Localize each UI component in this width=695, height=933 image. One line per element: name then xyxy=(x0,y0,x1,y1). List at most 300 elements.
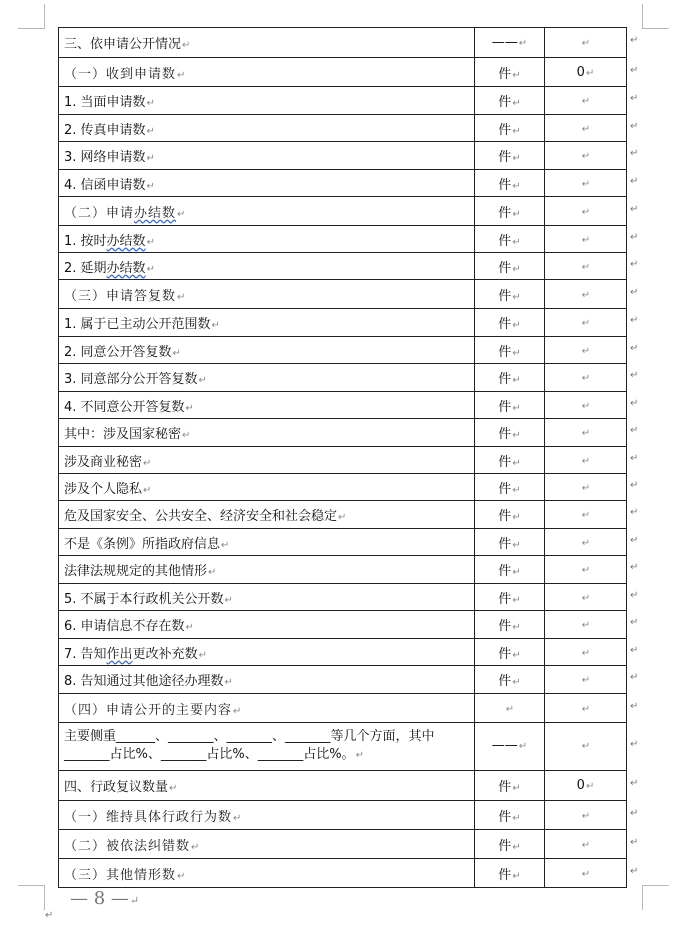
paragraph-mark: ↵ xyxy=(512,484,521,496)
count-cell xyxy=(545,666,627,694)
count-value: 0 xyxy=(576,64,585,80)
unit-value: 件 xyxy=(498,564,512,579)
paragraph-mark: ↵ xyxy=(630,562,639,573)
paragraph-mark: ↵ xyxy=(224,677,233,688)
unit-value: 件 xyxy=(498,95,512,110)
row-label-cell xyxy=(59,253,475,280)
paragraph-mark: ↵ xyxy=(581,234,591,246)
row-label-cell xyxy=(59,170,475,197)
count-value: 0 xyxy=(576,778,585,793)
row-label-cell xyxy=(59,501,475,529)
count-cell xyxy=(545,170,627,197)
paragraph-mark: ↵ xyxy=(581,675,591,686)
unit-value: 件 xyxy=(498,454,512,470)
row-label-cell xyxy=(59,58,475,87)
paragraph-mark: ↵ xyxy=(581,455,591,467)
count-cell xyxy=(545,142,627,170)
row-label-cell xyxy=(59,447,475,474)
row-label: 2. 传真申请数 xyxy=(64,122,146,138)
row-label-cell xyxy=(59,611,475,639)
disclosure-table xyxy=(58,27,627,888)
paragraph-mark: ↵ xyxy=(512,841,521,853)
paragraph-mark: ↵ xyxy=(630,807,639,819)
paragraph-mark: ↵ xyxy=(211,320,220,331)
paragraph-mark: ↵ xyxy=(581,565,591,576)
unit-cell xyxy=(475,529,545,556)
paragraph-mark: ↵ xyxy=(630,778,639,789)
table-row xyxy=(59,474,627,501)
row-label: 危及国家安全、公共安全、经济安全和社会稳定 xyxy=(64,509,338,524)
paragraph-mark: ↵ xyxy=(581,482,591,494)
paragraph-mark: ↵ xyxy=(630,865,639,877)
row-label: 涉及商业秘密 xyxy=(64,454,143,470)
crop-mark-bottom-left xyxy=(18,885,45,910)
row-label-cell xyxy=(59,474,475,501)
paragraph-mark: ↵ xyxy=(630,700,639,712)
paragraph-mark: ↵ xyxy=(512,402,521,414)
paragraph-mark: ↵ xyxy=(505,703,515,715)
unit-cell xyxy=(475,474,545,501)
unit-cell xyxy=(475,666,545,694)
paragraph-mark: ↵ xyxy=(512,567,521,578)
paragraph-mark: ↵ xyxy=(630,397,639,409)
count-cell xyxy=(545,556,627,584)
paragraph-mark: ↵ xyxy=(630,534,639,546)
paragraph-mark: ↵ xyxy=(146,236,155,248)
paragraph-mark: ↵ xyxy=(355,750,364,761)
paragraph-mark: ↵ xyxy=(581,703,591,715)
table-row xyxy=(59,830,627,859)
paragraph-mark: ↵ xyxy=(233,705,243,717)
page-number: — 8 — xyxy=(70,888,129,909)
row-label-cell xyxy=(59,556,475,584)
unit-value: 件 xyxy=(498,674,512,689)
row-label-cell xyxy=(59,364,475,392)
table-row xyxy=(59,253,627,280)
row-label: 涉及个人隐私 xyxy=(64,481,143,497)
unit-value: 件 xyxy=(498,619,512,634)
unit-cell xyxy=(475,801,545,830)
paragraph-mark: ↵ xyxy=(581,537,591,549)
paragraph-mark: ↵ xyxy=(177,291,187,303)
unit-value: 件 xyxy=(498,205,512,221)
paragraph-mark: ↵ xyxy=(581,620,591,631)
unit-value: 件 xyxy=(498,809,512,825)
paragraph-mark: ↵ xyxy=(630,120,639,132)
unit-cell xyxy=(475,556,545,584)
paragraph-mark: ↵ xyxy=(585,781,595,792)
unit-value: 件 xyxy=(498,288,512,304)
row-label: （四）申请公开的主要内容 xyxy=(64,702,233,718)
table-row xyxy=(59,639,627,666)
paragraph-mark: ↵ xyxy=(146,180,155,192)
row-label-cell xyxy=(59,226,475,253)
paragraph-mark: ↵ xyxy=(224,594,233,606)
table-row xyxy=(59,28,627,58)
row-label-cell xyxy=(59,28,475,58)
row-label-cell xyxy=(59,830,475,859)
count-cell xyxy=(545,723,627,771)
count-cell xyxy=(545,87,627,115)
paragraph-mark: ↵ xyxy=(512,430,521,441)
row-label-cell xyxy=(59,115,475,142)
row-label: 5. 不属于本行政机关公开数 xyxy=(64,591,224,607)
unit-cell xyxy=(475,280,545,309)
paragraph-mark: ↵ xyxy=(581,151,591,162)
paragraph-mark: ↵ xyxy=(512,594,521,606)
count-cell xyxy=(545,280,627,309)
count-cell xyxy=(545,801,627,830)
count-cell xyxy=(545,115,627,142)
unit-value: 件 xyxy=(498,591,512,607)
row-label-cell xyxy=(59,639,475,666)
paragraph-mark: ↵ xyxy=(630,203,639,215)
table-row xyxy=(59,447,627,474)
paragraph-mark: ↵ xyxy=(630,231,639,243)
paragraph-mark: ↵ xyxy=(581,123,591,135)
paragraph-mark: ↵ xyxy=(581,289,591,301)
table-row xyxy=(59,142,627,170)
paragraph-mark: ↵ xyxy=(630,64,639,76)
row-label: 6. 申请信息不存在数 xyxy=(64,619,185,634)
paragraph-mark: ↵ xyxy=(512,512,521,523)
count-cell xyxy=(545,529,627,556)
row-label-cell xyxy=(59,529,475,556)
unit-cell xyxy=(475,58,545,87)
row-label: 3. 同意部分公开答复数 xyxy=(64,372,198,387)
paragraph-mark: ↵ xyxy=(512,320,521,331)
row-label: 2. 延期办结数 xyxy=(64,260,146,276)
paragraph-mark: ↵ xyxy=(146,263,155,275)
paragraph-mark: ↵ xyxy=(512,291,521,303)
paragraph-mark: ↵ xyxy=(581,206,591,218)
paragraph-mark: ↵ xyxy=(630,148,639,159)
table-row xyxy=(59,801,627,830)
paragraph-mark: ↵ xyxy=(512,622,521,633)
unit-cell xyxy=(475,253,545,280)
paragraph-mark: ↵ xyxy=(146,153,155,164)
unit-value: 件 xyxy=(498,481,512,497)
count-cell xyxy=(545,447,627,474)
unit-value: 件 xyxy=(498,122,512,138)
paragraph-mark: ↵ xyxy=(630,286,639,298)
unit-value: 件 xyxy=(498,509,512,524)
table-row xyxy=(59,419,627,447)
paragraph-mark: ↵ xyxy=(512,125,521,137)
unit-cell xyxy=(475,584,545,611)
row-label: 其中：涉及国家秘密 xyxy=(64,427,182,442)
count-cell xyxy=(545,226,627,253)
count-cell xyxy=(545,197,627,226)
paragraph-mark: ↵ xyxy=(581,261,591,273)
count-cell xyxy=(545,253,627,280)
paragraph-mark: ↵ xyxy=(185,622,194,633)
table-row xyxy=(59,280,627,309)
paragraph-mark: ↵ xyxy=(177,870,187,882)
paragraph-mark: ↵ xyxy=(630,617,639,628)
table-row xyxy=(59,115,627,142)
paragraph-mark: ↵ xyxy=(630,452,639,464)
unit-cell xyxy=(475,142,545,170)
unit-value: 件 xyxy=(498,536,512,552)
row-label: （一）维持具体行政行为数 xyxy=(64,809,233,825)
paragraph-mark: ↵ xyxy=(177,69,187,81)
paragraph-mark: ↵ xyxy=(512,263,521,275)
row-label-cell xyxy=(59,723,475,771)
unit-cell xyxy=(475,392,545,419)
unit-cell xyxy=(475,830,545,859)
unit-cell xyxy=(475,419,545,447)
paragraph-mark: ↵ xyxy=(630,315,639,326)
unit-value: 件 xyxy=(498,150,512,165)
paragraph-mark: ↵ xyxy=(630,35,639,46)
table-row xyxy=(59,226,627,253)
row-label: 3. 网络申请数 xyxy=(64,150,146,165)
paragraph-mark: ↵ xyxy=(581,96,591,107)
paragraph-mark: ↵ xyxy=(512,539,521,551)
table-row xyxy=(59,666,627,694)
table-row xyxy=(59,694,627,723)
paragraph-mark: ↵ xyxy=(512,236,521,248)
paragraph-mark: ↵ xyxy=(630,836,639,848)
table-row xyxy=(59,309,627,337)
row-label: 主要侧重______、_______、_______、_______等几个方面，其中_______占比%、_______占比%、_______占比%。 xyxy=(64,729,435,762)
paragraph-mark: ↵ xyxy=(518,38,528,49)
unit-cell xyxy=(475,771,545,801)
table-row xyxy=(59,723,627,771)
count-cell xyxy=(545,28,627,58)
paragraph-mark: ↵ xyxy=(512,870,521,882)
count-cell xyxy=(545,392,627,419)
row-label: 不是《条例》所指政府信息 xyxy=(64,536,221,552)
unit-cell xyxy=(475,639,545,666)
paragraph-mark: ↵ xyxy=(143,484,152,496)
unit-cell xyxy=(475,28,545,58)
unit-value: 件 xyxy=(498,867,512,883)
paragraph-mark: ↵ xyxy=(581,810,591,822)
row-label-cell xyxy=(59,584,475,611)
table-row xyxy=(59,392,627,419)
paragraph-mark: ↵ xyxy=(630,370,639,381)
unit-value: 件 xyxy=(498,427,512,442)
table-row xyxy=(59,58,627,87)
paragraph-mark: ↵ xyxy=(630,672,639,683)
paragraph-mark: ↵ xyxy=(518,741,528,752)
row-label-cell xyxy=(59,87,475,115)
row-label: 1. 当面申请数 xyxy=(64,95,146,110)
paragraph-mark: ↵ xyxy=(233,812,243,824)
paragraph-mark: ↵ xyxy=(512,783,521,794)
row-label-cell xyxy=(59,309,475,337)
table-row xyxy=(59,771,627,801)
table-row xyxy=(59,364,627,392)
row-label-cell xyxy=(59,142,475,170)
unit-value: 件 xyxy=(498,838,512,854)
count-cell xyxy=(545,309,627,337)
paragraph-mark: ↵ xyxy=(581,647,591,659)
table-row xyxy=(59,611,627,639)
unit-cell xyxy=(475,694,545,723)
row-label: 三、依申请公开情况 xyxy=(64,37,182,52)
row-label: 法律法规规定的其他情形 xyxy=(64,564,208,579)
row-label-cell xyxy=(59,859,475,888)
paragraph-mark: ↵ xyxy=(630,589,639,601)
paragraph-mark: ↵ xyxy=(172,347,181,359)
unit-cell xyxy=(475,364,545,392)
count-cell xyxy=(545,830,627,859)
unit-cell xyxy=(475,197,545,226)
paragraph-mark: ↵ xyxy=(630,93,639,104)
unit-cell xyxy=(475,723,545,771)
paragraph-mark: ↵ xyxy=(630,739,639,750)
table-row xyxy=(59,337,627,364)
paragraph-mark: ↵ xyxy=(146,125,155,137)
unit-value: 件 xyxy=(498,344,512,360)
unit-cell xyxy=(475,115,545,142)
paragraph-mark: ↵ xyxy=(630,175,639,187)
paragraph-mark: ↵ xyxy=(581,178,591,190)
row-label-cell xyxy=(59,801,475,830)
count-cell xyxy=(545,337,627,364)
paragraph-mark: ↵ xyxy=(581,400,591,412)
page-number-footer xyxy=(70,888,139,909)
paragraph-mark: ↵ xyxy=(191,841,201,853)
table-row xyxy=(59,197,627,226)
unit-cell xyxy=(475,611,545,639)
row-label: （三）申请答复数 xyxy=(64,288,177,304)
paragraph-mark: ↵ xyxy=(630,425,639,436)
row-label: （二）被依法纠错数 xyxy=(64,838,191,854)
paragraph-mark: ↵ xyxy=(630,342,639,354)
row-label-cell xyxy=(59,392,475,419)
paragraph-mark: ↵ xyxy=(512,153,521,164)
paragraph-mark: ↵ xyxy=(512,457,521,469)
unit-value: 件 xyxy=(498,646,512,662)
row-label-cell xyxy=(59,771,475,801)
unit-value: 件 xyxy=(498,177,512,193)
unit-cell xyxy=(475,226,545,253)
row-label: 7. 告知作出更改补充数 xyxy=(64,646,198,662)
row-label: 四、行政复议数量 xyxy=(64,780,169,795)
paragraph-mark: ↵ xyxy=(221,539,230,551)
row-label-cell xyxy=(59,666,475,694)
paragraph-mark: ↵ xyxy=(512,98,521,109)
unit-cell xyxy=(475,170,545,197)
unit-cell xyxy=(475,87,545,115)
paragraph-mark: ↵ xyxy=(338,512,347,523)
table-row xyxy=(59,501,627,529)
unit-value: 件 xyxy=(498,317,512,332)
count-cell xyxy=(545,639,627,666)
row-label: （二）申请办结数 xyxy=(64,205,177,221)
count-cell xyxy=(545,771,627,801)
count-cell xyxy=(545,58,627,87)
unit-value: —— xyxy=(491,35,518,50)
row-label: 4. 不同意公开答复数 xyxy=(64,399,185,415)
paragraph-mark: ↵ xyxy=(585,67,595,79)
count-cell xyxy=(545,611,627,639)
paragraph-mark: ↵ xyxy=(581,510,591,521)
paragraph-mark: ↵ xyxy=(185,402,194,414)
row-label-cell xyxy=(59,419,475,447)
paragraph-mark: ↵ xyxy=(146,98,155,109)
count-cell xyxy=(545,501,627,529)
table-row xyxy=(59,170,627,197)
paragraph-mark: ↵ xyxy=(581,38,591,49)
unit-value: 件 xyxy=(498,233,512,249)
row-label-cell xyxy=(59,337,475,364)
paragraph-mark: ↵ xyxy=(177,208,187,220)
unit-cell xyxy=(475,859,545,888)
table-row xyxy=(59,584,627,611)
unit-cell xyxy=(475,447,545,474)
paragraph-mark: ↵ xyxy=(208,567,217,578)
count-cell xyxy=(545,474,627,501)
row-label: 2. 同意公开答复数 xyxy=(64,344,172,360)
paragraph-mark: ↵ xyxy=(512,208,521,220)
paragraph-mark: ↵ xyxy=(512,649,521,661)
table-row xyxy=(59,529,627,556)
row-label-cell xyxy=(59,197,475,226)
paragraph-mark: ↵ xyxy=(512,677,521,688)
unit-cell xyxy=(475,337,545,364)
count-cell xyxy=(545,859,627,888)
paragraph-mark: ↵ xyxy=(630,479,639,491)
unit-value: 件 xyxy=(498,66,512,82)
count-cell xyxy=(545,364,627,392)
count-cell xyxy=(545,419,627,447)
paragraph-mark: ↵ xyxy=(182,40,191,51)
row-label: 1. 按时办结数 xyxy=(64,233,146,249)
crop-mark-bottom-right xyxy=(642,885,669,910)
unit-value: 件 xyxy=(498,372,512,387)
paragraph-mark: ↵ xyxy=(512,69,521,81)
row-label: 8. 告知通过其他途径办理数 xyxy=(64,674,224,689)
row-label: （三）其他情形数 xyxy=(64,867,177,883)
row-label-cell xyxy=(59,694,475,723)
unit-value: 件 xyxy=(498,260,512,276)
paragraph-mark: ↵ xyxy=(512,812,521,824)
paragraph-mark: ↵ xyxy=(630,258,639,270)
paragraph-mark: ↵ xyxy=(198,375,207,386)
paragraph-mark: ↵ xyxy=(581,839,591,851)
paragraph-mark: ↵ xyxy=(143,457,152,469)
row-label: （一）收到申请数 xyxy=(64,66,177,82)
unit-value: —— xyxy=(491,738,518,753)
crop-mark-top-left xyxy=(18,4,45,29)
unit-cell xyxy=(475,501,545,529)
paragraph-mark: ↵ xyxy=(581,741,591,752)
crop-mark-top-right xyxy=(642,4,669,29)
paragraph-mark: ↵ xyxy=(630,644,639,656)
count-cell xyxy=(545,694,627,723)
row-label: 1. 属于已主动公开范围数 xyxy=(64,317,211,332)
paragraph-mark: ↵ xyxy=(129,894,140,907)
table-row xyxy=(59,859,627,888)
count-cell xyxy=(545,584,627,611)
table-row xyxy=(59,87,627,115)
paragraph-mark: ↵ xyxy=(581,318,591,329)
row-label: 4. 信函申请数 xyxy=(64,177,146,193)
paragraph-mark: ↵ xyxy=(512,375,521,386)
paragraph-mark: ↵ xyxy=(581,868,591,880)
paragraph-mark: ↵ xyxy=(198,649,207,661)
paragraph-mark: ↵ xyxy=(581,592,591,604)
unit-value: 件 xyxy=(498,780,512,795)
paragraph-mark: ↵ xyxy=(45,910,54,921)
unit-value: 件 xyxy=(498,399,512,415)
table-row xyxy=(59,556,627,584)
